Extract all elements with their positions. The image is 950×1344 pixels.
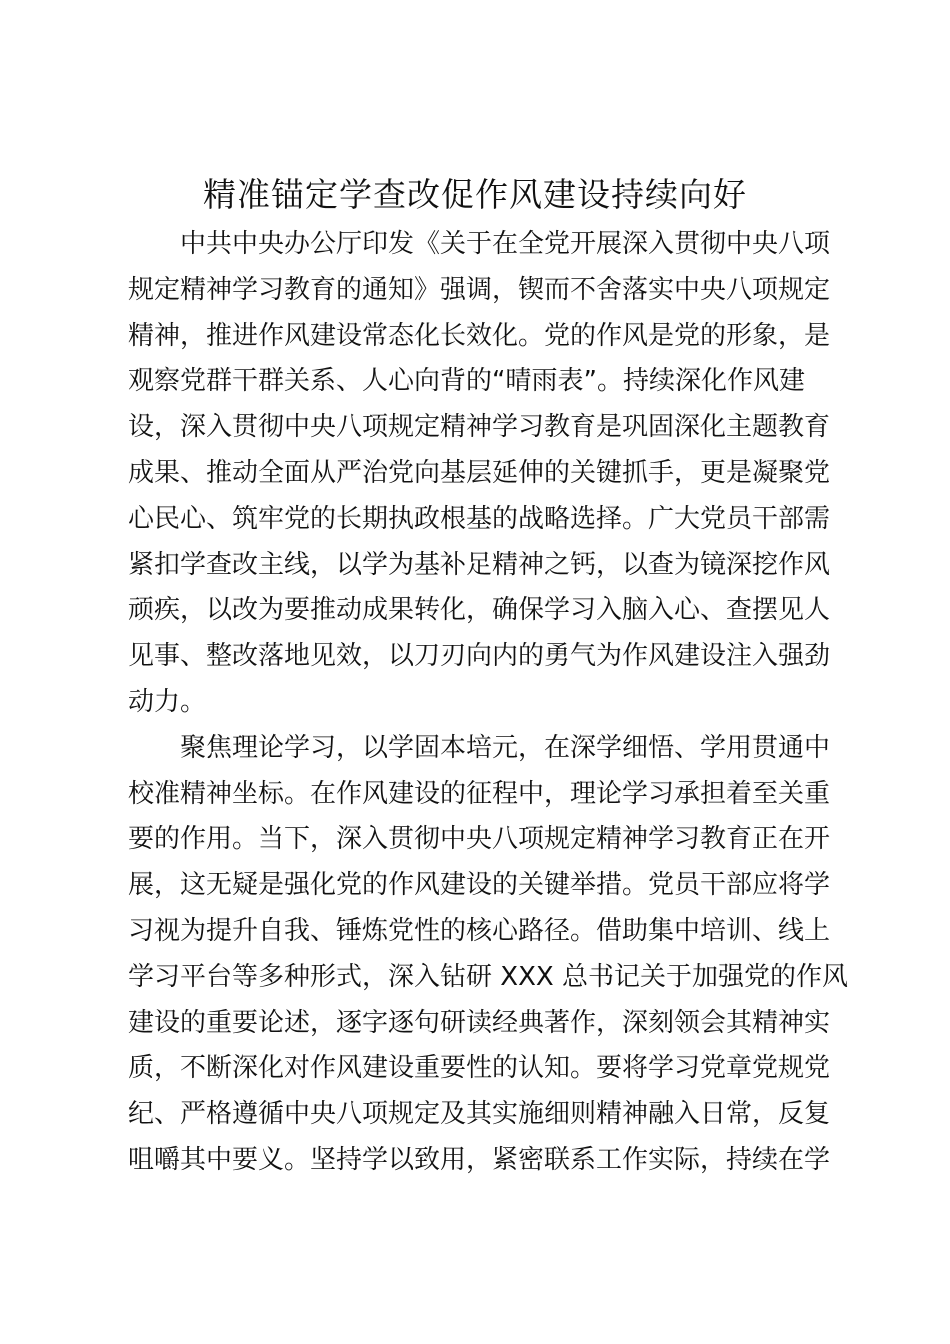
text-line: 校准精神坐标。在作风建设的征程中，理论学习承担着至关重 — [128, 778, 831, 809]
text-line: 设，深入贯彻中央八项规定精神学习教育是巩固深化主题教育 — [128, 412, 831, 443]
text-line: 规定精神学习教育的通知》强调，锲而不舍落实中央八项规定 — [128, 274, 831, 305]
text-line: 中共中央办公厅印发《关于在全党开展深入贯彻中央八项 — [128, 229, 831, 259]
text-line: 质，不断深化对作风建设重要性的认知。要将学习党章党规党 — [128, 1053, 831, 1084]
text-line: 动力。 — [128, 686, 207, 717]
text-line: 成果、推动全面从严治党向基层延伸的关键抓手，更是凝聚党 — [128, 457, 831, 488]
document-title: 精准锚定学查改促作风建设持续向好 — [203, 175, 747, 214]
text-line: 顽疾，以改为要推动成果转化，确保学习入脑入心、查摆见人 — [128, 595, 831, 626]
text-line: 聚焦理论学习，以学固本培元，在深学细悟、学用贯通中 — [128, 732, 831, 763]
text-line: 展，这无疑是强化党的作风建设的关键举措。党员干部应将学 — [128, 870, 831, 901]
text-line: 建设的重要论述，逐字逐句研读经典著作，深刻领会其精神实 — [128, 1007, 831, 1038]
text-line: 要的作用。当下，深入贯彻中央八项规定精神学习教育正在开 — [128, 824, 831, 855]
text-line: 学习平台等多种形式，深入钻研 XXX 总书记关于加强党的作风 — [128, 961, 848, 992]
text-line: 心民心、筑牢党的长期执政根基的战略选择。广大党员干部需 — [128, 503, 831, 534]
text-line: 紧扣学查改主线，以学为基补足精神之钙，以查为镜深挖作风 — [128, 549, 831, 580]
text-line: 咀嚼其中要义。坚持学以致用，紧密联系工作实际，持续在学 — [128, 1144, 831, 1175]
text-line: 纪、严格遵循中央八项规定及其实施细则精神融入日常，反复 — [128, 1099, 831, 1130]
text-line: 观察党群干群关系、人心向背的“晴雨表”。持续深化作风建 — [128, 366, 805, 397]
text-line: 精神，推进作风建设常态化长效化。党的作风是党的形象，是 — [128, 320, 831, 351]
document-body — [128, 222, 848, 1184]
text-line: 见事、整改落地见效，以刀刃向内的勇气为作风建设注入强劲 — [128, 641, 831, 672]
text-line: 习视为提升自我、锤炼党性的核心路径。借助集中培训、线上 — [128, 915, 831, 946]
